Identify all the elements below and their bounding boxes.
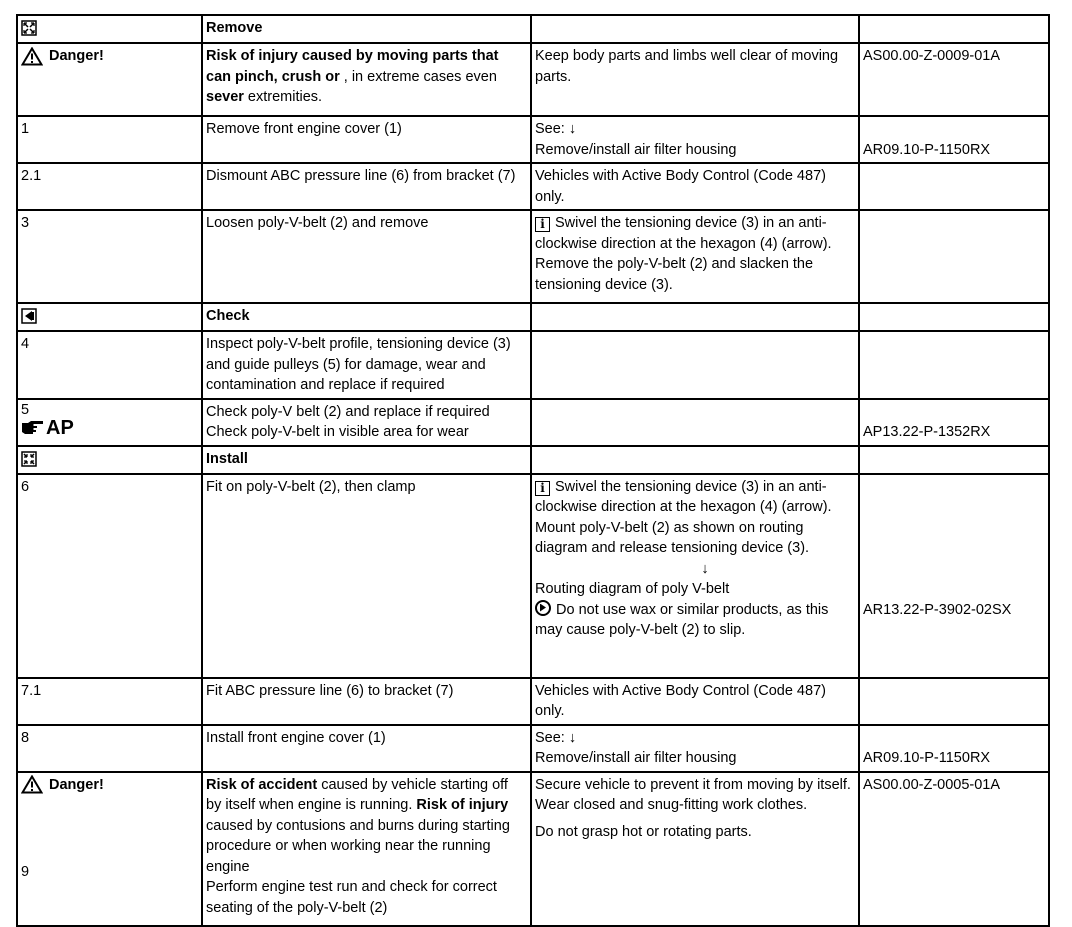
- down-arrow-icon: ↓: [568, 729, 577, 746]
- step-text: Perform engine test run and check for correct seating of the poly-V-belt (2): [206, 879, 497, 916]
- warning-triangle-icon: [21, 47, 43, 66]
- safety-measure: Wear closed and snug-fitting work clothes.: [535, 797, 808, 813]
- check-section-icon: [21, 308, 37, 324]
- step-text: Check poly-V belt (2) and replace if required: [206, 403, 490, 420]
- step-number: 9: [21, 863, 30, 880]
- step-row: [17, 725, 1049, 772]
- step-row: [17, 331, 1049, 399]
- step-row: [17, 678, 1049, 725]
- danger-label: Danger!: [49, 48, 104, 64]
- reference-code[interactable]: AS00.00-Z-0009-01A: [859, 43, 1049, 116]
- install-section-icon: [21, 451, 37, 467]
- step-number: 1: [17, 116, 202, 163]
- info-icon: i: [535, 217, 550, 232]
- step-number: 6: [17, 474, 202, 678]
- procedure-table: [16, 14, 1050, 927]
- step-text: Fit ABC pressure line (6) to bracket (7): [202, 678, 531, 725]
- reference-code[interactable]: AP13.22-P-1352RX: [863, 424, 991, 440]
- step-row: [17, 210, 1049, 303]
- safety-measure: Do not grasp hot or rotating parts.: [535, 823, 752, 840]
- risk-description: Risk of injury caused by moving parts that can pinch, crush or , in extreme cases even sever extremities.: [202, 43, 531, 116]
- step-text: Install front engine cover (1): [202, 725, 531, 772]
- cross-reference-link[interactable]: Remove/install air filter housing: [535, 141, 737, 158]
- pointing-hand-icon: [21, 420, 45, 436]
- step-number: 2.1: [17, 163, 202, 210]
- check-section-row: [17, 303, 1049, 331]
- install-section-row: [17, 446, 1049, 474]
- reference-code[interactable]: AR09.10-P-1150RX: [863, 141, 991, 158]
- section-title: Install: [202, 446, 531, 474]
- step-number: 7.1: [17, 678, 202, 725]
- section-title: Remove: [202, 15, 531, 43]
- step-text: Check poly-V-belt in visible area for wear: [206, 424, 469, 440]
- step-note: Vehicles with Active Body Control (Code 487) only.: [531, 678, 859, 725]
- step-text: Inspect poly-V-belt profile, tensioning device (3) and guide pulleys (5) for damage, wear and contamination and replace if required: [202, 331, 531, 399]
- step-text: Dismount ABC pressure line (6) from bracket (7): [202, 163, 531, 210]
- risk-description: Risk of accident caused by vehicle starting off by itself when engine is running. Risk of injury caused by contusions and burns during starting procedure or when working near the running engine: [206, 776, 510, 875]
- step-number: 4: [17, 331, 202, 399]
- warning-triangle-icon: [21, 775, 43, 794]
- step-number: 5: [21, 401, 30, 418]
- step-number: 3: [17, 210, 202, 303]
- cross-reference-link[interactable]: Remove/install air filter housing: [535, 750, 737, 766]
- reference-code[interactable]: AR09.10-P-1150RX: [863, 750, 991, 766]
- ap-label: AP: [46, 416, 74, 439]
- step-row: [17, 116, 1049, 163]
- diagram-link[interactable]: Routing diagram of poly V-belt: [535, 581, 730, 597]
- down-arrow-icon: ↓: [701, 560, 709, 577]
- danger-row: [17, 43, 1049, 116]
- remove-section-icon: [21, 20, 37, 36]
- reference-code[interactable]: AR13.22-P-3902-02SX: [863, 601, 1012, 618]
- step-text: Remove front engine cover (1): [202, 116, 531, 163]
- step-text: Loosen poly-V-belt (2) and remove: [202, 210, 531, 303]
- step-note: Vehicles with Active Body Control (Code 487) only.: [531, 163, 859, 210]
- step-row: [17, 399, 1049, 446]
- step-row: [17, 163, 1049, 210]
- down-arrow-icon: ↓: [568, 121, 577, 137]
- step-note: Swivel the tensioning device (3) in an anti-clockwise direction at the hexagon (4) (arrow). Mount poly-V-belt (2) as shown on routing diagram and release tensioning device (3).: [535, 478, 832, 556]
- reference-code[interactable]: AS00.00-Z-0005-01A: [859, 772, 1049, 926]
- step-row: [17, 474, 1049, 678]
- safety-measure: Secure vehicle to prevent it from moving by itself.: [535, 776, 851, 793]
- danger-row: [17, 772, 1049, 926]
- danger-label: Danger!: [49, 776, 104, 793]
- section-title: Check: [202, 303, 531, 331]
- see-label: See:: [535, 729, 565, 746]
- caution-note: Do not use wax or similar products, as this may cause poly-V-belt (2) to slip.: [535, 601, 829, 638]
- remove-section-row: [17, 15, 1049, 43]
- see-label: See:: [535, 121, 565, 137]
- caution-icon: [535, 600, 551, 616]
- safety-measure: Keep body parts and limbs well clear of moving parts.: [531, 43, 859, 116]
- step-text: Fit on poly-V-belt (2), then clamp: [202, 474, 531, 678]
- step-note: Swivel the tensioning device (3) in an anti-clockwise direction at the hexagon (4) (arrow). Remove the poly-V-belt (2) and slacken the tensioning device (3).: [535, 215, 832, 293]
- info-icon: i: [535, 481, 550, 496]
- step-number: 8: [17, 725, 202, 772]
